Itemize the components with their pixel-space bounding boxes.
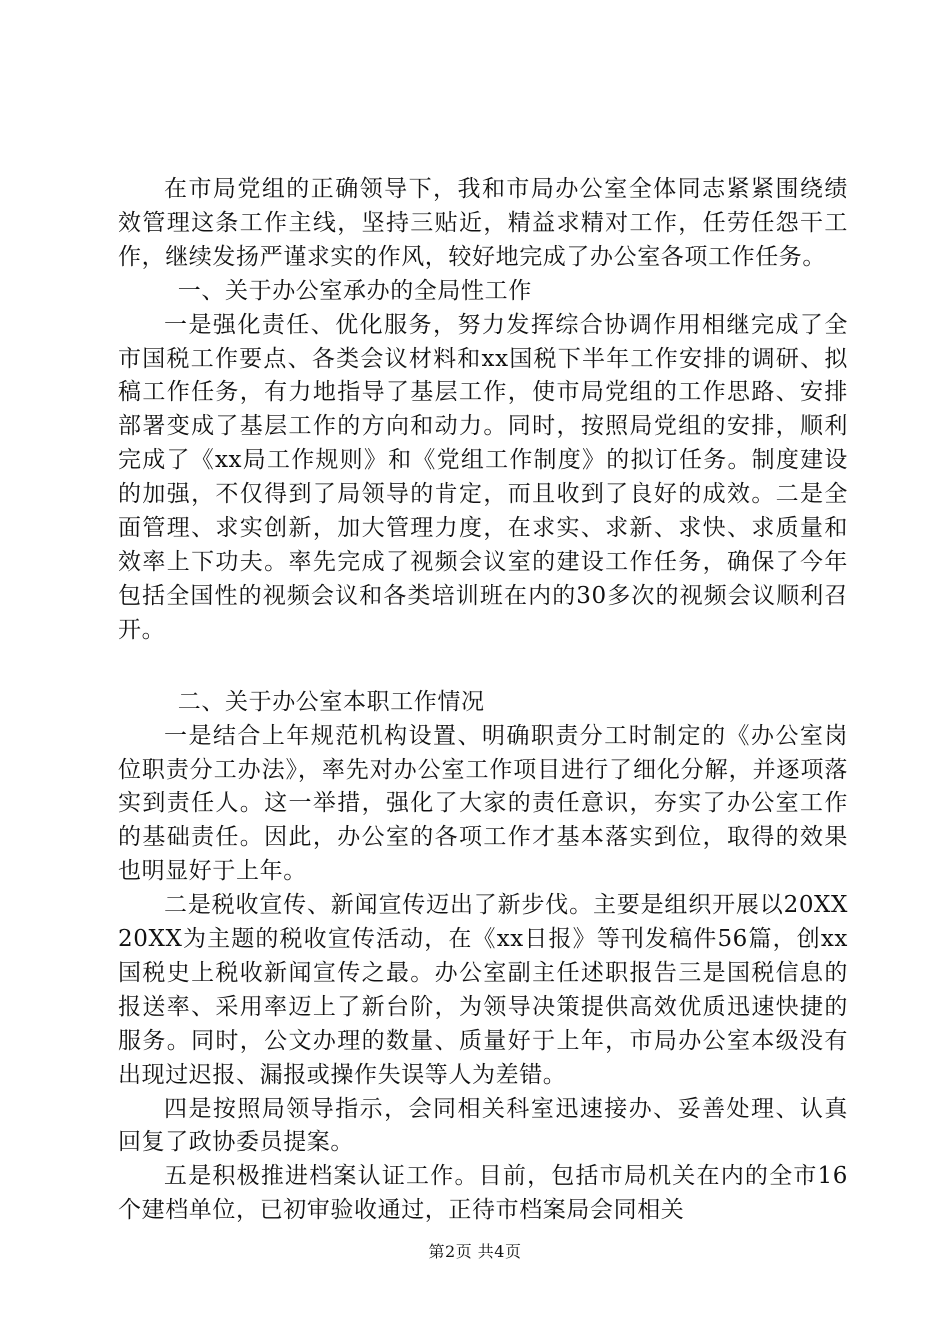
section-heading-2: 二、关于办公室本职工作情况 [177, 688, 485, 715]
paragraph-item-4: 四是按照局领导指示，会同相关科室迅速接办、妥善处理、认真回复了政协委员提案。 [118, 1095, 848, 1156]
paragraph-item-2: 二是税收宣传、新闻宣传迈出了新步伐。主要是组织开展以20XX20XX为主题的税收宣传活动，在《xx日报》等刊发稿件56篇，创xx国税史上税收新闻宣传之最。办公室副主任述职报告三是国税信息的报送率、采用率迈上了新台阶，为领导决策提供高效优质迅速快捷的服务。同时，公文办理的数量、质量好于上年，市局办公室本级没有出现过迟报、漏报或操作失误等人为差错。 [118, 892, 848, 1088]
section-heading-1: 一、关于办公室承办的全局性工作 [177, 277, 532, 304]
paragraph-intro: 在市局党组的正确领导下，我和市局办公室全体同志紧紧围绕绩效管理这条工作主线，坚持三贴近，精益求精对工作，任劳任怨干工作，继续发扬严谨求实的作风，较好地完成了办公室各项工作任务。 [118, 176, 848, 270]
paragraph-gap [118, 648, 848, 686]
paragraph-item-1: 一是结合上年规范机构设置、明确职责分工时制定的《办公室岗位职责分工办法》，率先对办公室工作项目进行了细化分解，并逐项落实到责任人。这一举措，强化了大家的责任意识，夯实了办公室工作的基础责任。因此，办公室的各项工作才基本落实到位，取得的效果也明显好于上年。 [118, 722, 848, 885]
paragraph-section-1: 一是强化责任、优化服务，努力发挥综合协调作用相继完成了全市国税工作要点、各类会议材料和xx国税下半年工作安排的调研、拟稿工作任务，有力地指导了基层工作，使市局党组的工作思路、安排部署变成了基层工作的方向和动力。同时，按照局党组的安排，顺利完成了《xx局工作规则》和《党组工作制度》的拟订任务。制度建设的加强，不仅得到了局领导的肯定，而且收到了良好的成效。二是全面管理、求实创新，加大管理力度，在求实、求新、求快、求质量和效率上下功夫。率先完成了视频会议室的建设工作任务，确保了今年包括全国性的视频会议和各类培训班在内的30多次的视频会议顺利召开。 [118, 311, 848, 643]
document-body [118, 173, 848, 1228]
paragraph-item-5: 五是积极推进档案认证工作。目前，包括市局机关在内的全市16个建档单位，已初审验收通过，正待市档案局会同相关 [118, 1163, 848, 1224]
page-number-footer: 第2页 共4页 [428, 1242, 522, 1261]
